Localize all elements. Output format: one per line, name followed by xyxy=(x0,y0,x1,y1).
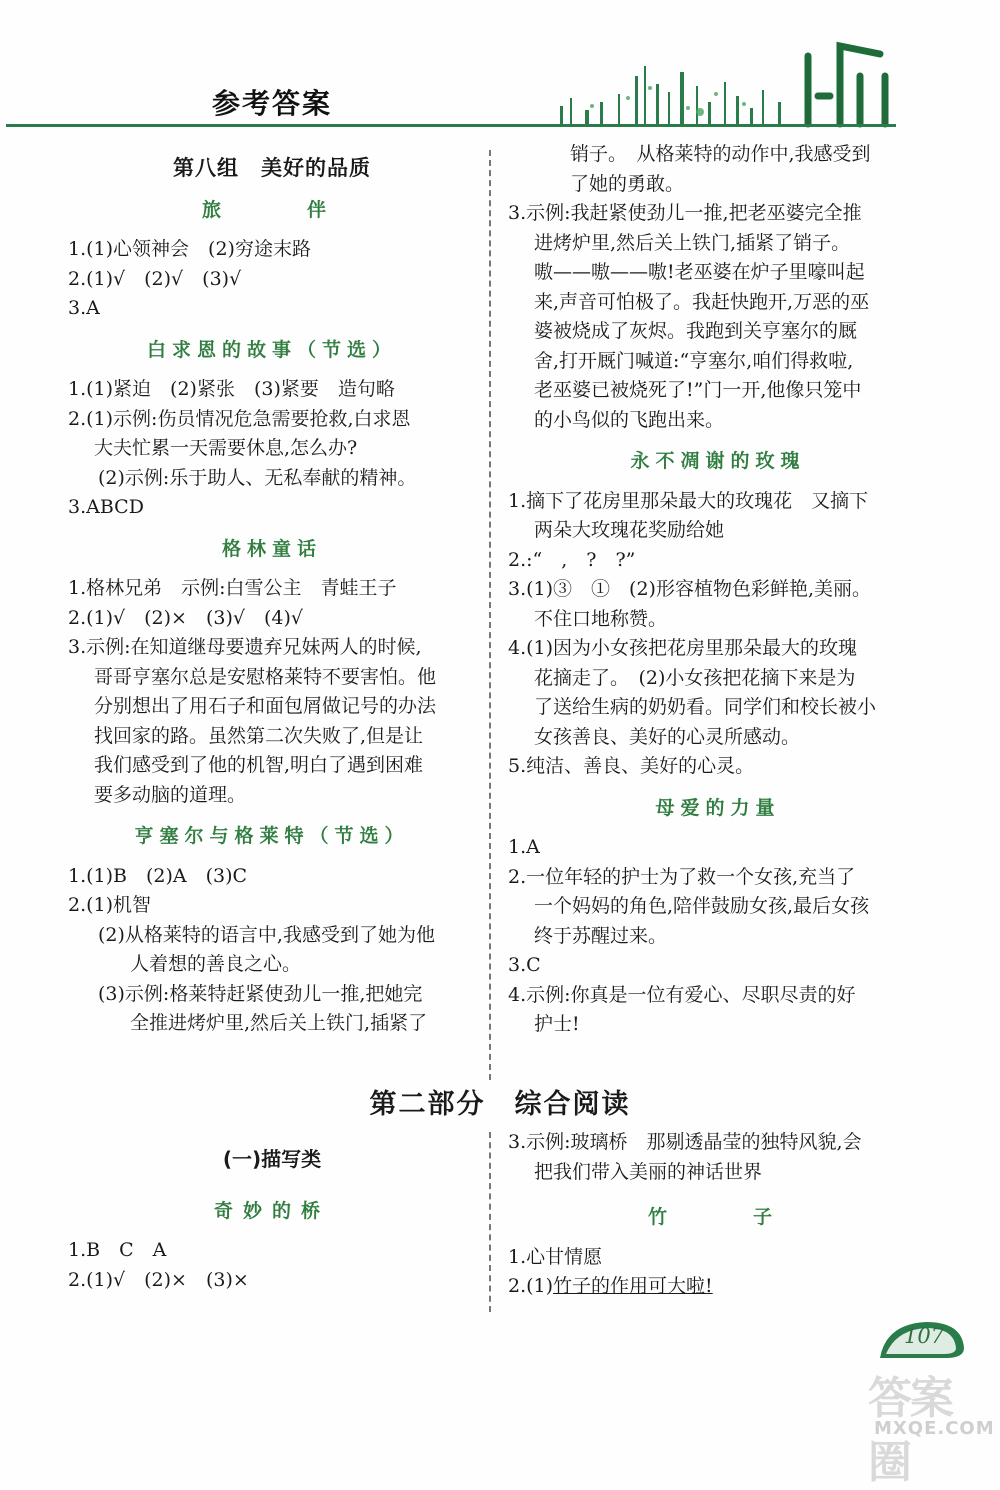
answer-line: 婆被烧成了灰烬。我跑到关亨塞尔的厩 xyxy=(534,320,858,342)
answer-line: 进烤炉里,然后关上铁门,插紧了销子。 xyxy=(534,231,851,254)
answer-line: 护士! xyxy=(534,1013,580,1035)
answer-line: 2.(1)√ (2)√ (3)√ xyxy=(68,267,242,290)
answer-line: 把我们带入美丽的神话世界 xyxy=(534,1160,763,1183)
answer-line: 1.摘下了花房里那朵最大的玫瑰花 又摘下 xyxy=(508,489,869,512)
answer-line: 了送给生病的奶奶看。同学们和校长被小 xyxy=(534,696,877,718)
answer-line xyxy=(508,1272,928,1302)
answer-line: 的小鸟似的飞跑出来。 xyxy=(534,408,725,431)
section-title: 母爱的力量 xyxy=(655,796,781,819)
answer-line: 一个妈妈的角色,陪伴鼓励女孩,最后女孩 xyxy=(534,895,870,917)
left-column-part2 xyxy=(68,1145,476,1295)
watermark-top: 答案圈 xyxy=(868,1373,952,1488)
answer-line: 3.A xyxy=(68,297,100,319)
answer-line: 女孩善良、美好的心灵所感动。 xyxy=(534,725,801,748)
answer-line: 终于苏醒过来。 xyxy=(534,924,668,947)
section-title: 竹 子 xyxy=(647,1206,788,1228)
column-divider xyxy=(489,1132,491,1312)
answer-line: (3)示例:格莱特赶紧使劲儿一推,把她完 xyxy=(98,982,423,1005)
answer-line: 花摘走了。 (2)小女孩把花摘下来是为 xyxy=(534,666,856,689)
answer-line: 1.心甘情愿 xyxy=(508,1245,603,1268)
part-title: 第二部分 综合阅读 xyxy=(369,1089,631,1120)
answer-line: 3.C xyxy=(508,954,541,976)
answer-line: 不住口地称赞。 xyxy=(534,607,668,630)
watermark-bottom: MXQE.COM xyxy=(874,1418,995,1439)
answer-line: 2.(1)机智 xyxy=(68,894,152,916)
answer-line: 来,声音可怕极了。我赶快跑开,万恶的巫 xyxy=(534,290,870,313)
answer-prefix: 2.(1) xyxy=(508,1275,554,1297)
answer-line: 了她的勇敢。 xyxy=(570,172,685,195)
answer-line: 3.ABCD xyxy=(68,496,144,518)
column-divider xyxy=(489,150,491,1080)
answer-line: 人着想的善良之心。 xyxy=(130,953,302,975)
answer-line: 1.(1)心领神会 (2)穷途末路 xyxy=(68,238,311,260)
right-column-part2 xyxy=(508,1128,928,1302)
answer-line: 嗷——嗷——嗷!老巫婆在炉子里嚎叫起 xyxy=(534,261,865,283)
answer-line: 3.(1)③ ① (2)形容植物色彩鲜艳,美丽。 xyxy=(508,578,871,600)
section-title: 奇妙的桥 xyxy=(213,1199,330,1222)
answer-line: 4.示例:你真是一位有爱心、尽职尽责的好 xyxy=(508,983,856,1006)
group-title: 第八组 美好的品质 xyxy=(173,156,371,180)
section-title: 白求恩的故事（节选） xyxy=(146,338,397,361)
section-title: 旅 伴 xyxy=(201,198,342,221)
answer-line: 2.一位年轻的护士为了救一个女孩,充当了 xyxy=(508,865,856,888)
watermark-logo xyxy=(868,1362,995,1488)
section-title: 格林童话 xyxy=(221,537,322,560)
answer-line: 1.A xyxy=(508,836,540,858)
right-column xyxy=(508,140,928,1040)
answer-line: 1.B C A xyxy=(68,1239,167,1261)
section-title: 亨塞尔与格莱特（节选） xyxy=(134,825,410,847)
answer-line: 找回家的路。虽然第二次失败了,但是让 xyxy=(94,724,424,747)
answer-line: 4.(1)因为小女孩把花房里那朵最大的玫瑰 xyxy=(508,637,858,659)
answer-line: 我们感受到了他的机智,明白了遇到困难 xyxy=(94,754,424,776)
answer-line: 3.示例:我赶紧使劲儿一推,把老巫婆完全推 xyxy=(508,202,862,224)
answer-line: 3.示例:玻璃桥 那剔透晶莹的独特风貌,会 xyxy=(508,1131,862,1153)
answer-line: 销子。 从格莱特的动作中,我感受到 xyxy=(570,143,871,165)
answer-line: 1.(1)紧迫 (2)紧张 (3)紧要 造句略 xyxy=(68,378,395,400)
answer-line: 1.(1)B (2)A (3)C xyxy=(68,864,248,887)
page-number-badge xyxy=(876,1318,966,1362)
answer-line: 2.:“ , ? ?” xyxy=(508,548,636,571)
answer-line: 老巫婆已被烧死了!”门一开,他像只笼中 xyxy=(534,379,862,401)
answer-line: 2.(1)√ (2)× (3)√ (4)√ xyxy=(68,606,304,629)
answer-line: 3.示例:在知道继母要遗弃兄妹两人的时候, xyxy=(68,636,422,658)
answer-line: 舍,打开厩门喊道:“亨塞尔,咱们得救啦, xyxy=(534,349,854,372)
answer-line: 全推进烤炉里,然后关上铁门,插紧了 xyxy=(130,1012,428,1034)
answer-line: (2)示例:乐于助人、无私奉献的精神。 xyxy=(98,466,417,489)
answer-line: 两朵大玫瑰花奖励给她 xyxy=(534,519,725,541)
category-title: (一)描写类 xyxy=(222,1147,322,1171)
answer-line: 5.纯洁、善良、美好的心灵。 xyxy=(508,755,755,777)
header-title: 参考答案 xyxy=(212,87,333,120)
answer-line: 要多动脑的道理。 xyxy=(94,783,247,806)
city-skyline-decoration xyxy=(540,36,910,128)
page-number: 107 xyxy=(904,1324,945,1348)
answer-line: 1.格林兄弟 示例:白雪公主 青蛙王子 xyxy=(68,577,397,599)
answer-line: 2.(1)√ (2)× (3)× xyxy=(68,1268,249,1291)
answer-line: 2.(1)示例:伤员情况危急需要抢救,白求恩 xyxy=(68,407,411,430)
header-rule xyxy=(6,124,896,127)
answer-line: 哥哥亨塞尔总是安慰格莱特不要害怕。他 xyxy=(94,665,437,688)
underlined-answer: 竹子的作用可大啦! xyxy=(553,1275,713,1297)
answer-line: 大夫忙累一天需要休息,怎么办? xyxy=(94,437,358,459)
answer-line: 分别想出了用石子和面包屑做记号的办法 xyxy=(94,695,437,717)
left-column xyxy=(68,150,476,1039)
page-header xyxy=(0,0,1000,140)
section-title: 永不凋谢的玫瑰 xyxy=(630,450,806,472)
answer-line: (2)从格莱特的语言中,我感受到了她为他 xyxy=(98,923,435,946)
